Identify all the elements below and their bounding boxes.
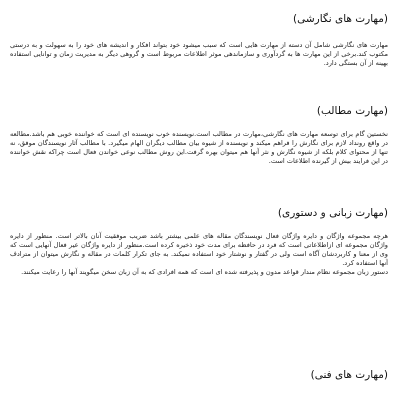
section-writing-skills xyxy=(10,12,388,68)
section-paragraph: نخستین گام برای توسعه مهارت های نگارشی،مهارت در مطالب است.نویسنده خوب نویسنده ای است که خواننده خوبی هم باشد.مطالعه در واقع رونداد لازم برای نگارش را فراهم میکند و نویسنده از شیوه بیان مطالب دیگران الهام میگیرد. با مطالب آثار نویسندگان موفق، نه تنها از محتوای کلام بلکه از شیوه نگارش و نثر آنها هم میتوان بهره گرفت.این روش مطالب نوعی خواندن فعال است چراکه نقش خواننده در این فرایند بیش از گیرنده اطلاعات است. xyxy=(10,130,388,165)
section-reading-skills xyxy=(10,104,388,166)
section-heading: (مهارت زبانی و دستوری) xyxy=(277,207,388,219)
document-page xyxy=(10,6,388,396)
section-heading: (مهارت های فنی) xyxy=(310,369,388,381)
section-heading: (مهارت مطالب) xyxy=(316,105,388,117)
section-heading: (مهارت های نگارشی) xyxy=(293,13,388,25)
section-paragraph: هرچه مجموعه واژگان و دایره واژگان فعال نویسندگان مقاله های علمی بیشتر باشد ضریب موفقیت آنان بالاتر است. منظور از دایره واژگان مجموعه ای ازاطلاعاتی است که فرد در حافظه برای مدت خود ذخیره کرده است.منظور از دایره واژگان عیر فعال آنهایی است که وی از معنا و کاربردشان آگاه است ولی در گفتار و نوشتار خود استفاده نمیکند. به جای تکرار کلمات در مقاله و نگارش میتوان از مترادف آنها استفاده کرد. دستور زبان مجموعه نظام مندار قواعد مدون و پذیرفته شده ای است که همه افرادی که به آن زبان سخن میگویند آنها را رعایت میکنند. xyxy=(10,232,388,276)
section-paragraph: مهارت های نگارشی شامل آن دسته از مهارت هایی است که سبب میشود خود بتواند افکار و اندیشه های خود را به سهولت و به درستی مکتوب کند.برخی از این مهارت ها به گردآوری و سازماندهی موثر اطلاعات مربوط است و گروهی دیگر به مدیریت زمان و توانایی استفاده بهینه از آن بستگی دارد. xyxy=(10,41,388,67)
section-language-grammar-skills xyxy=(10,206,388,277)
section-technical-skills xyxy=(10,368,388,382)
